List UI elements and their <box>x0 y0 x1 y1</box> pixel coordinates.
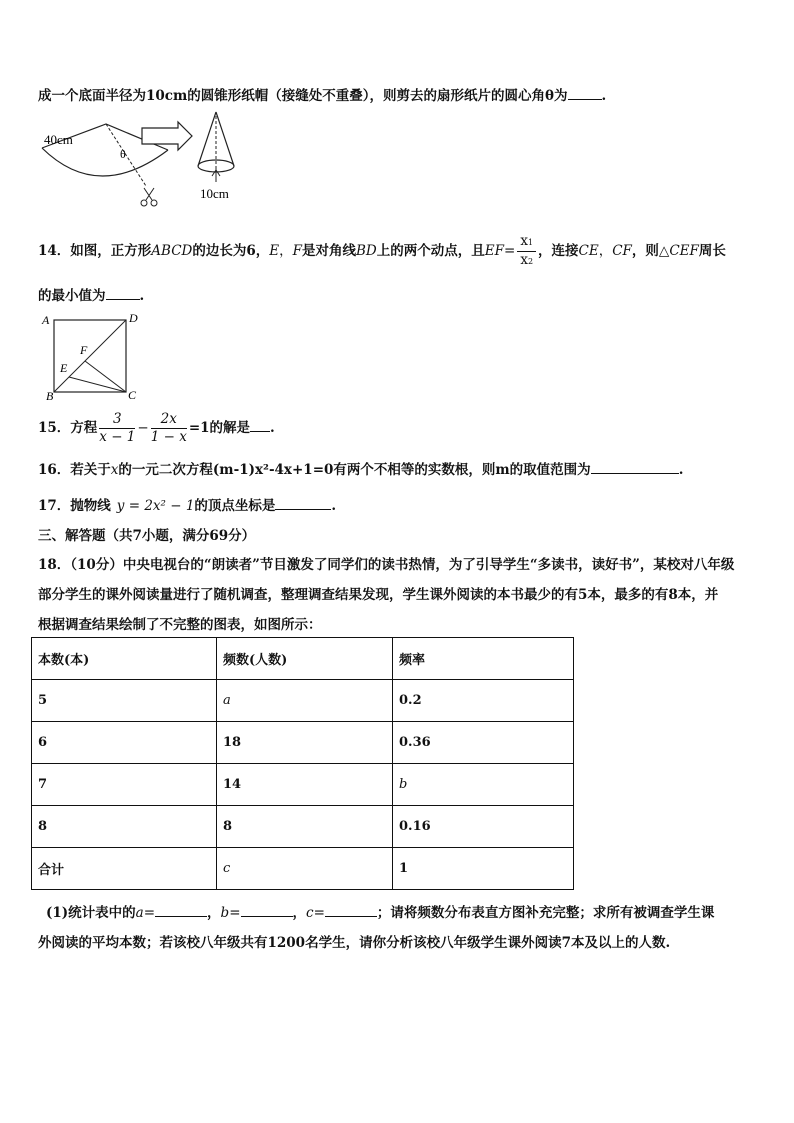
section-3-heading: 三、解答题（共7小题，满分69分） <box>38 528 256 544</box>
table-header-row: 本数(本) 频数(人数) 频率 <box>32 638 574 680</box>
cone-figure <box>38 108 264 208</box>
q14-text: 14．如图，正方形ABCD的边长为6，E，F是对角线BD上的两个动点，且EF= $\frac{x1}{x2}$ ，连接CE，CF，则△CEF周长 <box>38 233 726 268</box>
table-row: 合计 c 1 <box>32 848 574 890</box>
q18-sub1: (1)统计表中的a= ，b= ，c= ；请将频数分布表直方图补充完整；求所有被调查学生课 <box>46 905 715 921</box>
fig-base-label: 10cm <box>200 186 229 201</box>
answer-blank-b[interactable] <box>241 904 293 917</box>
q14-answer-blank[interactable] <box>106 287 140 300</box>
q13-text: 成一个底面半径为10cm的圆锥形纸帽（接缝处不重叠），则剪去的扇形纸片的圆心角θ为 . <box>38 88 607 104</box>
table-row: 7 14 b <box>32 764 574 806</box>
scissors-icon <box>141 188 157 206</box>
q13-answer-blank[interactable] <box>568 87 602 100</box>
q13-body: 成一个底面半径为10cm的圆锥形纸帽（接缝处不重叠），则剪去的扇形纸片的圆心角θ为 <box>38 88 568 104</box>
table-row: 6 18 0.36 <box>32 722 574 764</box>
q15-fraction-2: $\frac{2x}{1 - x}$ <box>150 411 187 445</box>
fig-radius-label: 40cm <box>44 132 73 147</box>
q14-text-line2: 的最小值为 . <box>38 288 145 304</box>
svg-text:E: E <box>60 361 68 375</box>
table-row: 5 a 0.2 <box>32 680 574 722</box>
q15-fraction-1: $\frac{3}{x - 1}$ <box>99 411 136 445</box>
q16-text: 16．若关于x的一元二次方程(m-1)x²-4x+1=0有两个不相等的实数根，则m的取值范围为 . <box>38 462 684 478</box>
q15-answer-blank[interactable] <box>250 419 270 432</box>
q18-line3: 根据调查结果绘制了不完整的图表，如图所示： <box>38 617 322 633</box>
q17-text: 17．抛物线 y = 2x² − 1的顶点坐标是 . <box>38 498 337 514</box>
square-figure <box>36 308 146 404</box>
fig-theta-label: θ <box>120 147 126 161</box>
svg-text:B: B <box>46 389 54 403</box>
q16-answer-blank[interactable] <box>591 461 679 474</box>
table-row: 8 8 0.16 <box>32 806 574 848</box>
frequency-table <box>31 637 574 890</box>
arrow-icon <box>142 122 192 150</box>
q18-line1: 18．（10分）中央电视台的“朗读者”节目激发了同学们的读书热情，为了引导学生“多读书，读好书”，某校对八年级 <box>38 557 735 573</box>
svg-text:F: F <box>80 343 88 357</box>
answer-blank-a[interactable] <box>155 904 207 917</box>
q15-text: 15．方程 $\frac{3}{x - 1}$ − $\frac{2x}{1 - x}$ =1的解是 . <box>38 411 275 445</box>
q18-line2: 部分学生的课外阅读量进行了随机调查，整理调查结果发现，学生课外阅读的本书最少的有5本，最多的有8本，并 <box>38 587 719 603</box>
q18-sub1-line2: 外阅读的平均本数；若该校八年级共有1200名学生，请你分析该校八年级学生课外阅读7本及以上的人数. <box>38 935 671 951</box>
svg-text:D: D <box>129 311 138 325</box>
q14-fraction: $\frac{x1}{x2}$ <box>517 233 536 270</box>
svg-text:C: C <box>128 388 137 402</box>
answer-blank-c[interactable] <box>325 904 377 917</box>
svg-text:A: A <box>42 313 50 327</box>
q17-answer-blank[interactable] <box>275 497 331 510</box>
